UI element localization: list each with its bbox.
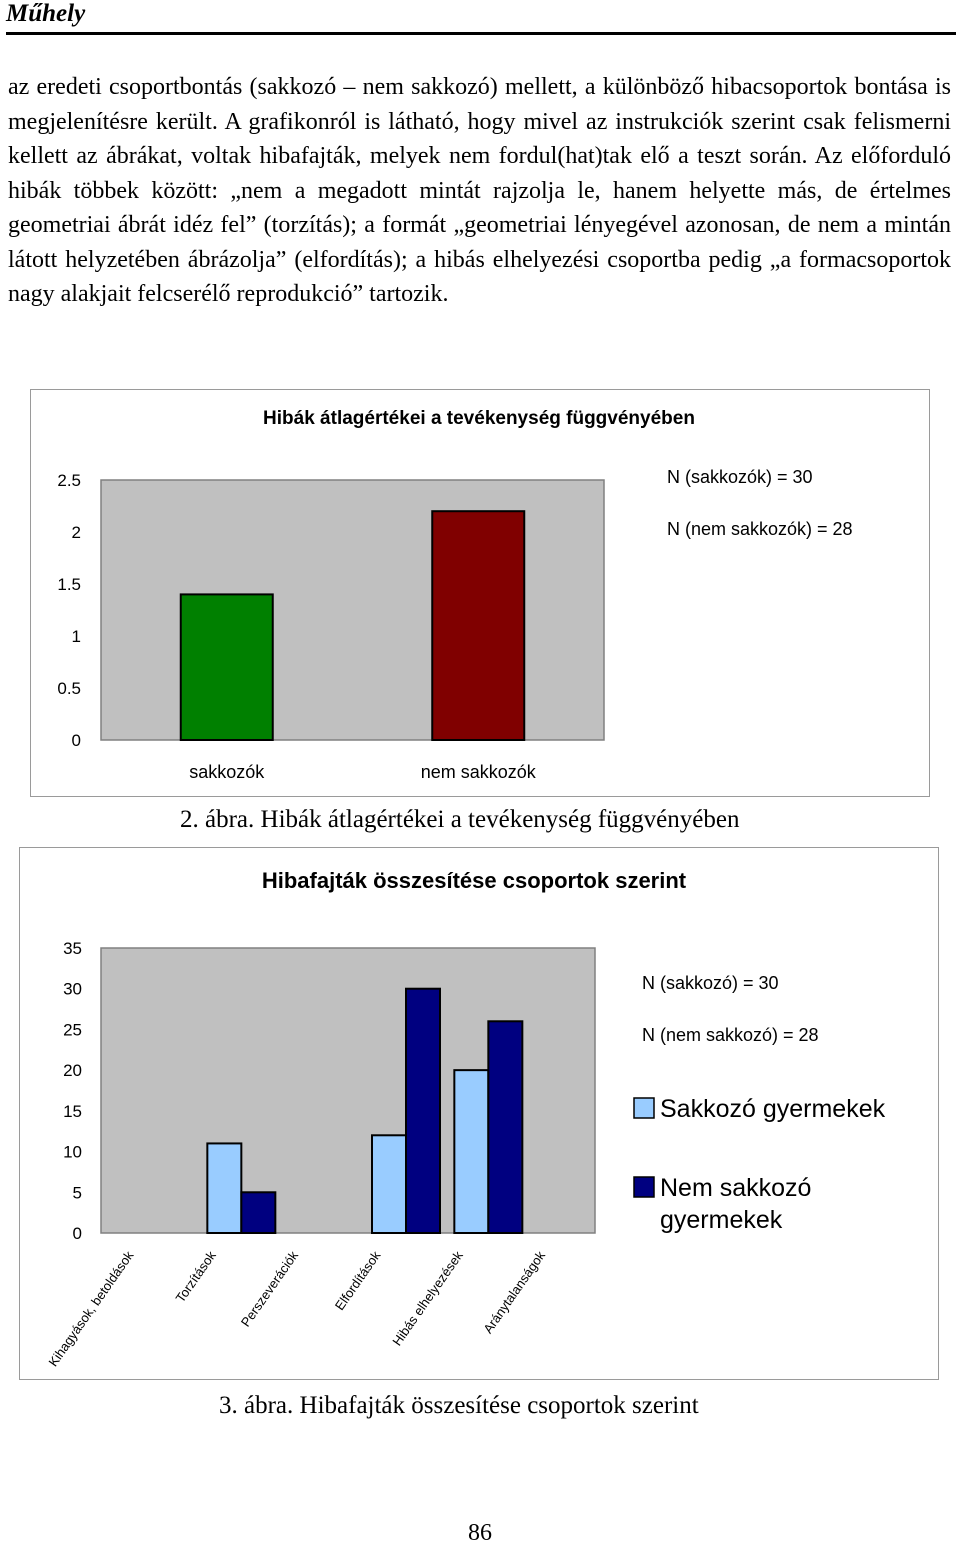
chart-2-bar-sakkozo-2 xyxy=(207,1143,241,1233)
chart-1-ytick-label: 2.5 xyxy=(57,471,81,490)
chart-2-category-label: Elfordítások xyxy=(331,1248,384,1313)
chart-1-ytick-label: 2 xyxy=(71,523,81,542)
chart-2-annotation-n-nem-sakkozo: N (nem sakkozó) = 28 xyxy=(642,1025,819,1045)
chart-1-bar-1 xyxy=(181,594,273,740)
legend-label-nem-sakkozo-line-1: Nem sakkozó xyxy=(660,1174,812,1202)
chart-2-ytick-label: 5 xyxy=(72,1183,82,1203)
chart-2-annotation-n-sakkozo: N (sakkozó) = 30 xyxy=(642,973,779,993)
legend-label-sakkozo: Sakkozó gyermekek xyxy=(660,1095,886,1123)
chart-2-bar-sakkozo-4 xyxy=(372,1135,406,1233)
chart-2-bar-nem-sakkozo-5 xyxy=(488,1021,522,1233)
page-number: 86 xyxy=(468,1520,492,1546)
running-header-title: Műhely xyxy=(6,0,86,27)
chart-1-category-label: nem sakkozók xyxy=(420,762,536,782)
chart-1-annotation-n-nem-sakkozok: N (nem sakkozók) = 28 xyxy=(667,519,853,539)
figure-3-caption: 3. ábra. Hibafajták összesítése csoportok szerint xyxy=(219,1392,699,1419)
header-rule xyxy=(6,32,956,35)
chart-2-ytick-label: 0 xyxy=(72,1224,82,1243)
chart-1-annotation-n-sakkozok: N (sakkozók) = 30 xyxy=(667,467,813,487)
figure-2-caption: 2. ábra. Hibák átlagértékei a tevékenység függvényében xyxy=(180,806,740,833)
chart-2-category-label: Aránytalanságok xyxy=(480,1248,549,1337)
chart-2-ytick-label: 10 xyxy=(63,1142,82,1162)
chart-2-svg xyxy=(20,848,937,1378)
chart-2-ytick-label: 15 xyxy=(63,1101,82,1121)
chart-2-ytick-label: 20 xyxy=(63,1061,82,1081)
legend-swatch-nem-sakkozo xyxy=(634,1177,654,1197)
legend-swatch-sakkozo xyxy=(634,1098,654,1118)
chart-1-frame xyxy=(30,389,930,797)
body-paragraph: az eredeti csoportbontás (sakkozó – nem sakkozó) mellett, a különböző hibacsoportok bontása is megjelenítésre került. A grafikonról is látható, hogy mivel az instrukciók szerint csak felismerni kellett az ábrákat, voltak hibafajták, melyek nem fordul(hat)tak elő a teszt során. Az előforduló hibák többek között: „nem a megadott mintát rajzolja le, hanem helyette más, de értelmes geometriai ábrát idéz fel” (torzítás); a formát „geometriai lényegével azonosan, de nem a mintán látott helyzetében ábrázolja” (elfordítás); a hibás elhelyezési csoportba pedig „a formacsoportok nagy alakjait felcserélő reprodukció” tartozik. xyxy=(8,74,951,307)
chart-2-ytick-label: 30 xyxy=(63,979,82,999)
chart-2-bar-sakkozo-5 xyxy=(454,1070,488,1233)
chart-1-title: Hibák átlagértékei a tevékenység függvényében xyxy=(263,408,695,429)
chart-2-frame xyxy=(19,847,939,1380)
chart-2-bar-nem-sakkozo-4 xyxy=(406,989,440,1233)
chart-1-ytick-label: 1 xyxy=(71,627,81,646)
chart-2-category-label: Hibás elhelyezések xyxy=(389,1248,466,1349)
chart-1-svg xyxy=(31,390,928,795)
chart-2-category-label: Perszeverációk xyxy=(237,1248,302,1330)
chart-2-title: Hibafajták összesítése csoportok szerint xyxy=(261,868,687,893)
chart-1-plot-area xyxy=(101,480,604,740)
legend-label-nem-sakkozo xyxy=(660,1174,811,1234)
chart-2-category-label: Kihagyások, betoldások xyxy=(45,1248,137,1370)
chart-1-bar-2 xyxy=(432,511,524,740)
chart-1-ytick-label: 0.5 xyxy=(57,679,81,698)
legend-label-nem-sakkozo-line-2: gyermekek xyxy=(660,1206,783,1234)
chart-1-ytick-label: 1.5 xyxy=(57,575,81,594)
chart-1-category-label: sakkozók xyxy=(189,762,265,782)
chart-2-ytick-label: 25 xyxy=(63,1020,82,1040)
chart-2-bar-nem-sakkozo-2 xyxy=(241,1192,275,1233)
chart-1-ytick-label: 0 xyxy=(71,731,81,750)
chart-2-category-label: Torzítások xyxy=(172,1248,219,1306)
chart-2-ytick-label: 35 xyxy=(63,939,82,958)
